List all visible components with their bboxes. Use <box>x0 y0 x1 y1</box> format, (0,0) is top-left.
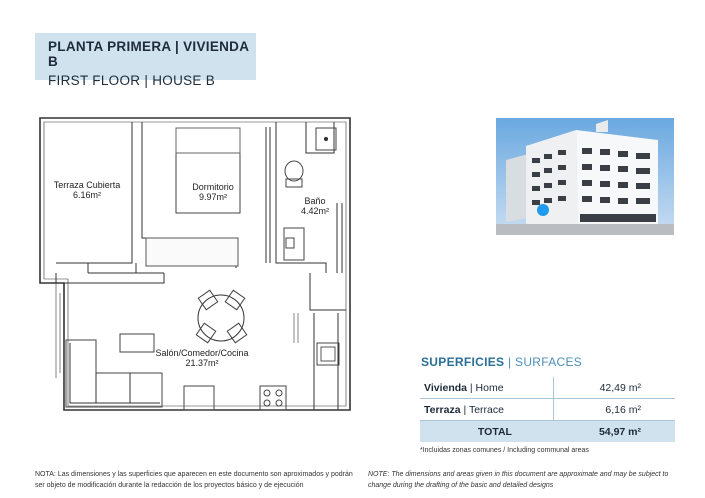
page-subtitle: FIRST FLOOR | HOUSE B <box>48 73 216 88</box>
row-label <box>420 377 554 399</box>
total-row <box>420 421 675 443</box>
surfaces-panel <box>420 355 675 454</box>
note-spanish: NOTA: Las dimensiones y las superficies que aparecen en este documento son aproximados y podrán ser objeto de modificación durante la redacción de los proyectos básico y de ejecución <box>35 471 353 489</box>
row-value: 42,49 m² <box>554 377 675 399</box>
floor-plan <box>36 113 358 418</box>
row-value: 6,16 m² <box>554 399 675 421</box>
row-label-es: Terraza <box>424 403 461 416</box>
room-living-name: Salón/Comedor/Cocina <box>155 348 249 358</box>
surfaces-note: *Incluidas zonas comunes / Including communal areas <box>420 447 589 454</box>
room-terrace-name: Terraza Cubierta <box>53 180 121 190</box>
room-terrace-area: 6.16m² <box>72 190 102 200</box>
surfaces-title-en: | SURFACES <box>504 355 583 369</box>
surfaces-title-es: SUPERFICIES <box>421 355 505 369</box>
room-bedroom-area: 9.97m² <box>198 192 228 202</box>
room-bedroom-name: Dormitorio <box>192 182 234 192</box>
title-box <box>35 33 256 88</box>
page-title: PLANTA PRIMERA | VIVIENDA B <box>48 39 249 69</box>
room-bathroom-area: 4.42m² <box>300 206 330 216</box>
room-living-area: 21.37m² <box>185 358 219 368</box>
table-row <box>420 377 675 399</box>
total-value: 54,97 m² <box>554 421 675 443</box>
row-label-en: | Terrace <box>460 403 504 416</box>
surfaces-table <box>420 377 675 442</box>
room-bathroom-name: Baño <box>304 196 326 206</box>
table-row <box>420 399 675 421</box>
surfaces-title <box>421 355 675 369</box>
note-english: NOTE: The dimensions and areas given in this document are approximate and may be subject to change during the drafting of the basic and detailed designs <box>368 471 669 489</box>
row-label-es: Vivienda <box>424 381 467 394</box>
row-label <box>420 399 554 421</box>
building-photo <box>496 118 674 235</box>
row-label-en: | Home <box>467 381 504 394</box>
total-label: TOTAL <box>420 421 554 443</box>
